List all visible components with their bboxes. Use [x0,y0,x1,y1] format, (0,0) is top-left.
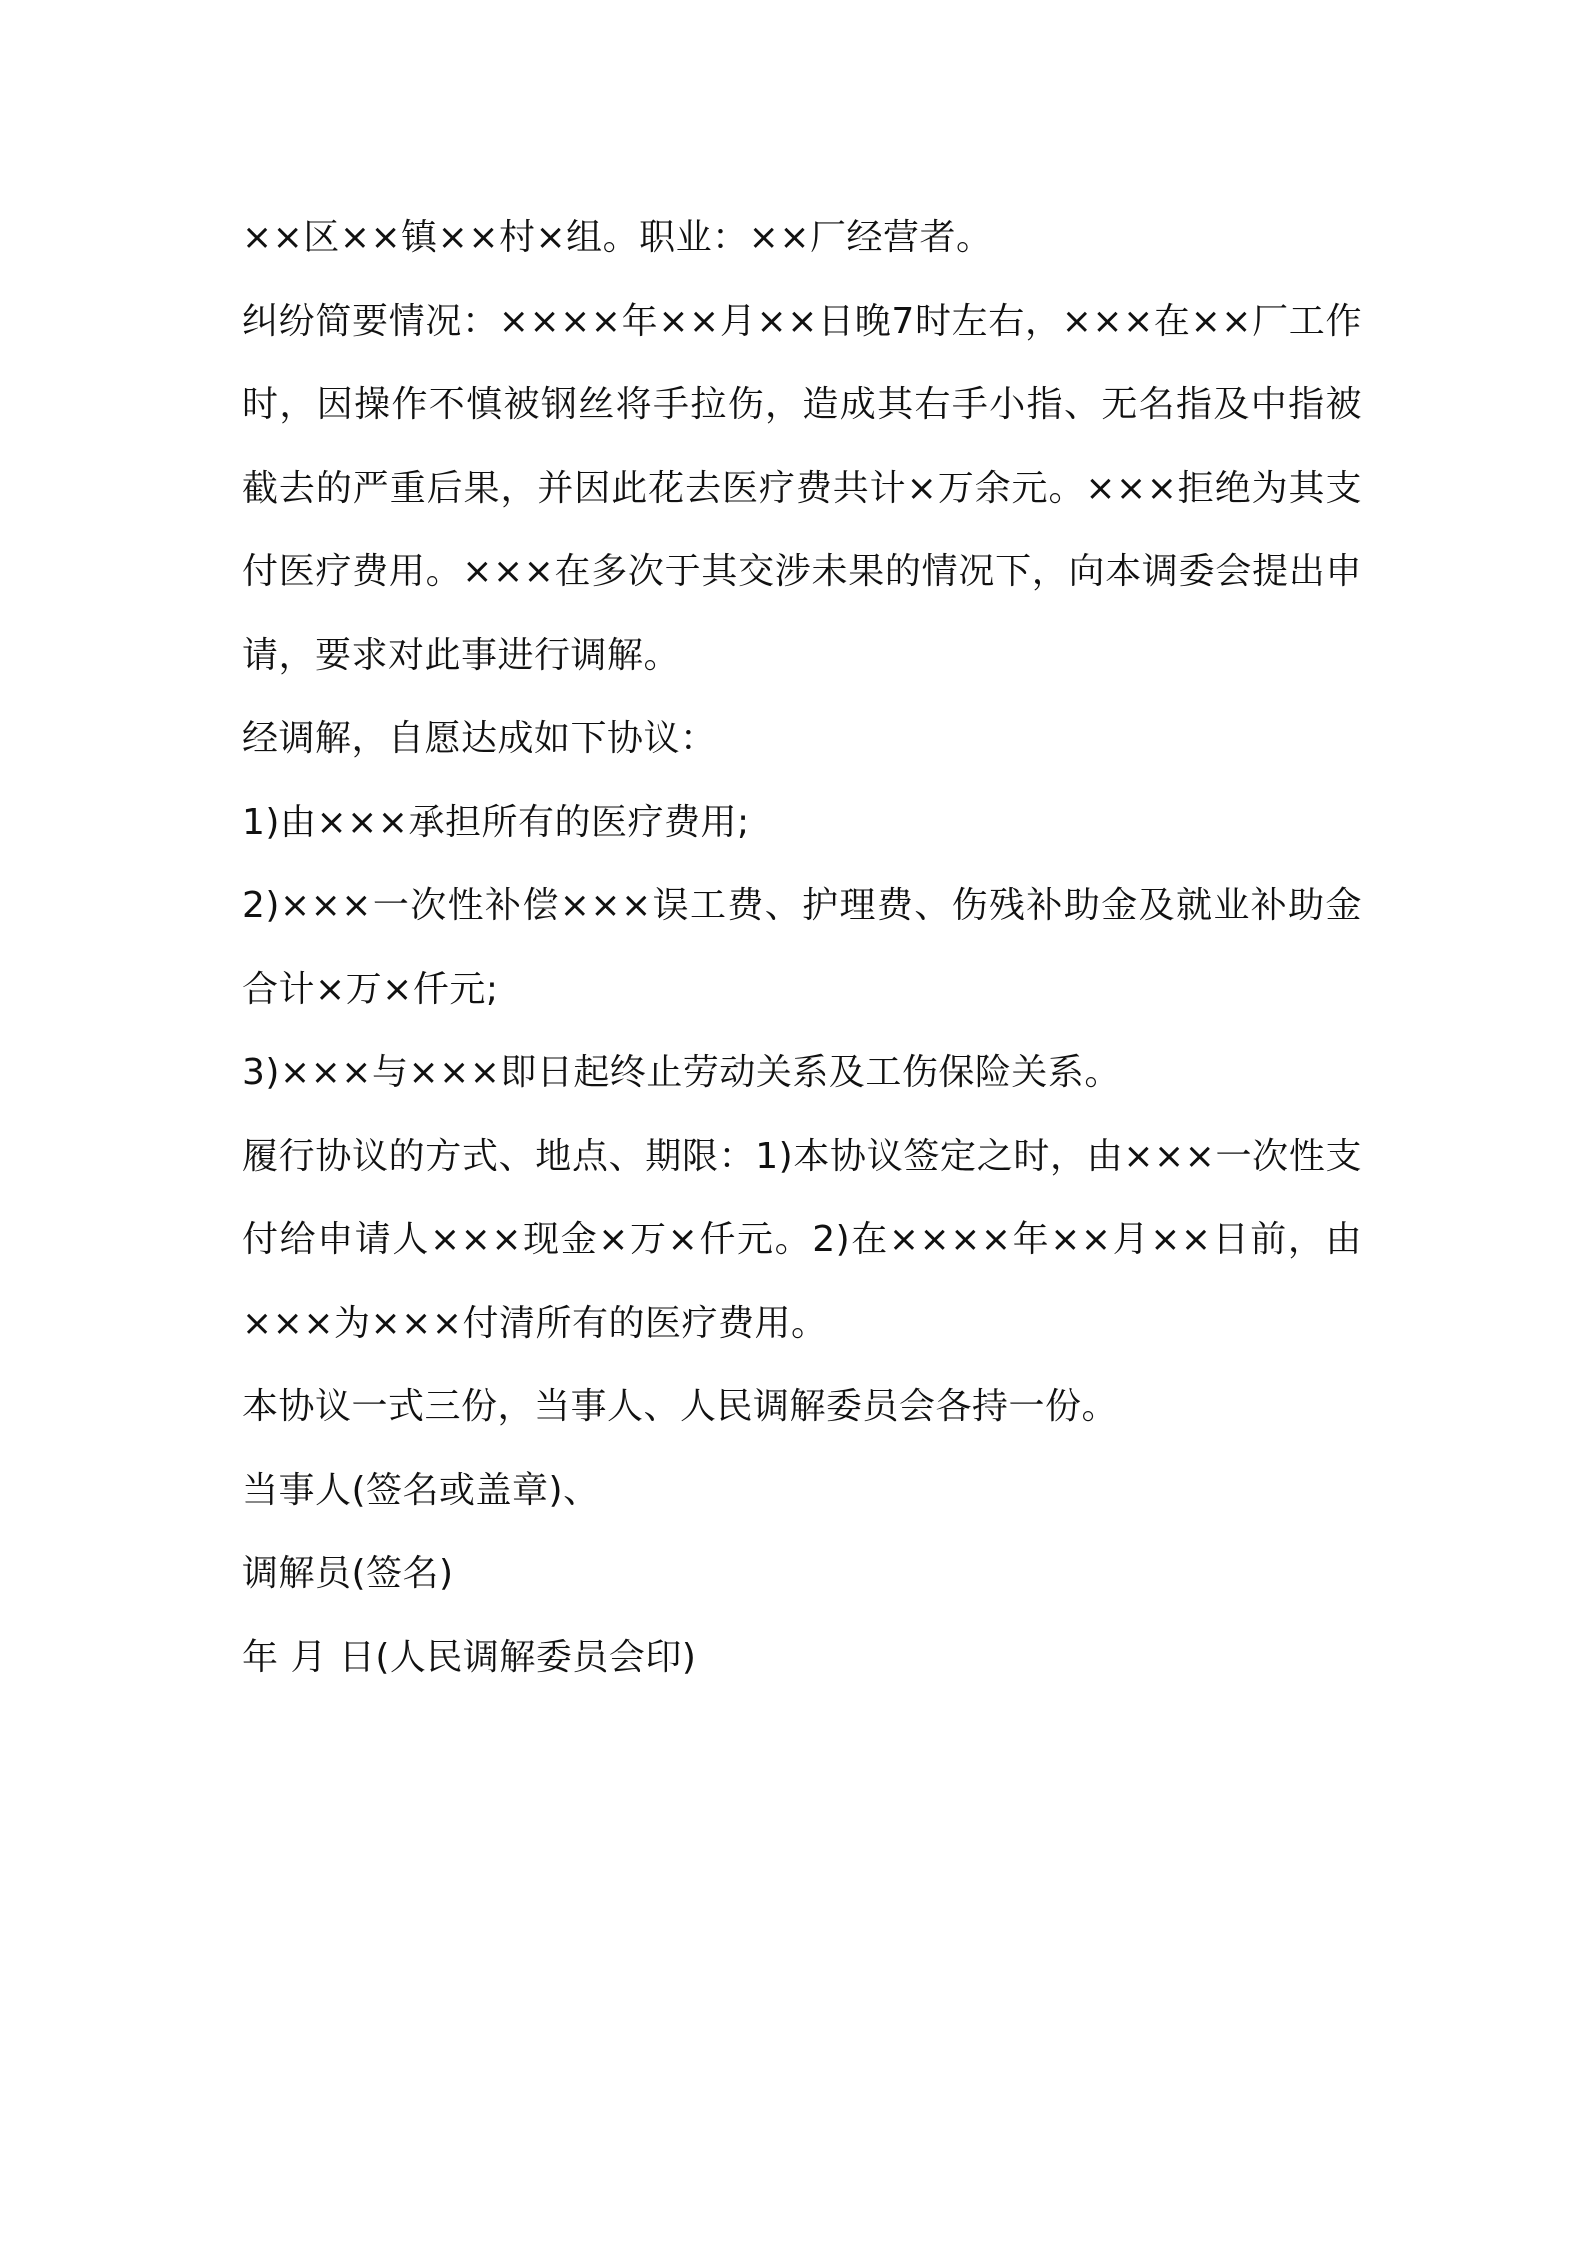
copies-paragraph: 本协议一式三份，当事人、人民调解委员会各持一份。 [242,1386,1119,1427]
agreement-term-3: 3)×××与×××即日起终止劳动关系及工伤保险关系。 [242,1052,1121,1093]
performance-paragraph: 履行协议的方式、地点、期限：1)本协议签定之时，由×××一次性支付给申请人×××现金×万×仟元。2)在××××年××月××日前，由×××为×××付清所有的医疗费用。 [242,1135,1362,1344]
mediator-signature-line: 调解员(签名) [242,1553,454,1594]
party-signature-line: 当事人(签名或盖章)、 [242,1469,600,1511]
date-seal-line: 年 月 日(人民调解委员会印) [242,1636,697,1678]
agreement-term-2: 2)×××一次性补偿×××误工费、护理费、伤残补助金及就业补助金合计×万×仟元; [242,885,1362,1010]
agreement-term-1: 1)由×××承担所有的医疗费用; [242,801,750,843]
document-body [242,196,1362,1699]
dispute-summary-paragraph: 纠纷简要情况：××××年××月××日晚7时左右，×××在××厂工作时，因操作不慎被钢丝将手拉伤，造成其右手小指、无名指及中指被截去的严重后果，并因此花去医疗费共计×万余元。×××拒绝为其支付医疗费用。×××在多次于其交涉未果的情况下，向本调委会提出申请，要求对此事进行调解。 [242,300,1362,676]
agreement-intro-paragraph: 经调解，自愿达成如下协议： [242,718,717,759]
address-paragraph: ××区××镇××村×组。职业：××厂经营者。 [242,217,993,258]
